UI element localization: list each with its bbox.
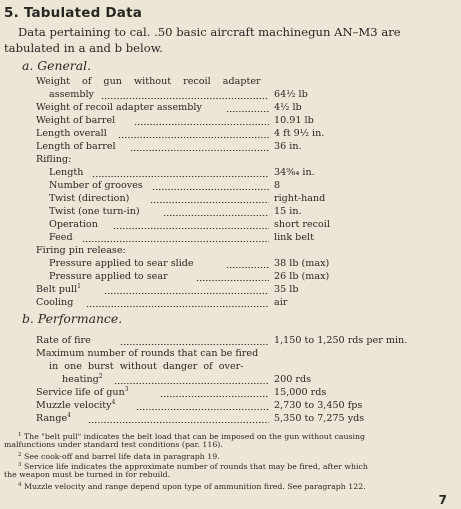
row-value: 1,150 to 1,250 rds per min. [274,335,408,346]
row-label: heating [62,374,99,385]
leader-dots [92,166,269,179]
row-value: 4 ft 9½ in. [274,128,325,139]
row-label: Service life of gun [36,387,125,398]
row-label: Pressure applied to sear slide [49,258,194,269]
leader-dots [114,373,269,386]
footnote-mark: 1 [18,432,22,438]
footnote-3-cont: the weapon must be turned in for rebuild. [4,470,171,479]
leader-dots [163,205,269,218]
footnote-mark: 4 [18,482,22,488]
leader-dots [86,296,269,309]
row-value: 200 rds [274,374,312,385]
row-label: Range [36,413,68,424]
row-label: Pressure applied to sear [49,271,168,282]
row-weight-recoil-adapter [36,101,446,114]
footnote-ref-1: 1 [77,283,81,290]
row-value: 4½ lb [274,102,302,113]
footnote-mark: 2 [18,452,22,458]
row-value: 36 in. [274,141,302,152]
row-twist-direction [36,192,446,205]
row-value: 64½ lb [274,89,308,100]
row-label-with-footnote [62,373,104,386]
row-service-life [36,386,446,399]
row-pressure-sear-slide [36,257,446,270]
row-operation [36,218,446,231]
footnote-ref-3: 3 [124,386,129,393]
leader-dots [226,257,269,270]
leader-dots [150,192,269,205]
row-weight-barrel [36,114,446,127]
leader-dots [113,218,269,231]
row-number-grooves [36,179,446,192]
row-max-rounds [36,373,446,386]
row-value: right-hand [274,193,326,204]
leader-dots [82,231,269,244]
row-label: Feed [49,232,73,243]
row-weight-gun-line1 [36,75,446,88]
leader-dots [118,127,269,140]
row-label: Length of barrel [36,141,116,152]
footnote-ref-4b: 4 [67,412,71,419]
row-weight-gun [36,88,446,101]
section-heading: 5. Tabulated Data [4,5,143,21]
row-label-with-footnote [36,412,72,425]
row-label-with-footnote [36,386,130,399]
footnote-1-cont: malfunctions under standard test conditions (par. 116). [4,440,223,449]
row-label: Weight of recoil adapter assembly [36,102,202,113]
footnote-ref-4: 4 [111,399,116,406]
row-length-overall [36,127,446,140]
row-twist-turn [36,205,446,218]
footnote-text: See cook-off and barrel life data in paragraph 19. [23,452,220,461]
row-label: Maximum number of rounds that can be fired [36,348,259,359]
row-value: 15 in. [274,206,302,217]
leader-dots [196,270,269,283]
footnote-ref-2: 2 [98,373,103,380]
row-label: Number of grooves [49,180,143,191]
row-label: assembly [49,89,94,100]
subheading-general: a. General. [22,58,92,73]
row-label: Cooling [36,297,74,308]
row-value: 2,730 to 3,450 fps [274,400,363,411]
footnote-text: The "belt pull" indicates the belt load that can be imposed on the gun without causing [23,432,365,441]
row-label: Length [49,167,84,178]
row-label: Muzzle velocity [36,400,112,411]
row-value: air [274,297,288,308]
row-label: Twist (direction) [49,193,130,204]
row-value: 15,000 rds [274,387,327,398]
leader-dots [136,399,269,412]
row-label: Weight of gun without recoil adapter [36,76,261,87]
row-value: 38 lb (max) [274,258,330,269]
leader-dots [160,386,269,399]
footnote-text: Service life indicates the approximate number of rounds that may be fired, after which [23,462,368,471]
footnote-4 [4,480,461,492]
leader-dots [152,179,269,192]
row-value: 10.91 lb [274,115,314,126]
leader-dots [101,88,269,101]
row-label: in one burst without danger of over- [49,361,244,372]
row-value: short recoil [274,219,330,230]
row-muzzle-velocity [36,399,446,412]
row-value: 5,350 to 7,275 yds [274,413,365,424]
footnote-text: Muzzle velocity and range depend upon type of ammunition fired. See paragraph 122. [23,482,366,491]
row-length-barrel [36,140,446,153]
row-value: 34⁹⁄₆₄ in. [274,167,315,178]
leader-dots [104,283,269,296]
row-label-with-footnote [36,399,116,412]
row-value: 26 lb (max) [274,271,330,282]
leader-dots [88,412,269,425]
row-max-rounds-line2 [36,360,446,373]
intro-paragraph [4,25,454,56]
row-range [36,412,446,425]
intro-line-2: tabulated in a and b below. [4,40,163,55]
row-rate-of-fire [36,334,446,347]
leader-dots [226,101,269,114]
leader-dots [120,334,269,347]
row-label: Belt pull [36,284,78,295]
row-label: Twist (one turn-in) [49,206,140,217]
footnote-mark: 3 [18,462,22,468]
row-label: Rate of fire [36,335,91,346]
page-number: 7 [438,493,447,507]
leader-dots [134,114,269,127]
row-firing-pin-release [36,244,446,257]
row-value: 35 lb [274,284,299,295]
row-label: Weight of barrel [36,115,116,126]
row-rifling-length [36,166,446,179]
row-label: Firing pin release: [36,245,126,256]
row-label-with-footnote [36,283,82,296]
row-max-rounds-line1 [36,347,446,360]
subheading-performance: b. Performance. [22,311,123,326]
row-value: 8 [274,180,281,191]
row-label: Length overall [36,128,107,139]
row-feed [36,231,446,244]
intro-line-1: Data pertaining to cal. .50 basic aircraft machinegun AN–M3 are [18,25,401,39]
row-label: Operation [49,219,98,230]
row-label: Rifling: [36,154,72,165]
row-pressure-sear [36,270,446,283]
row-value: link belt [274,232,314,243]
row-cooling [36,296,446,309]
leader-dots [130,140,269,153]
row-rifling [36,153,446,166]
row-belt-pull [36,283,446,296]
